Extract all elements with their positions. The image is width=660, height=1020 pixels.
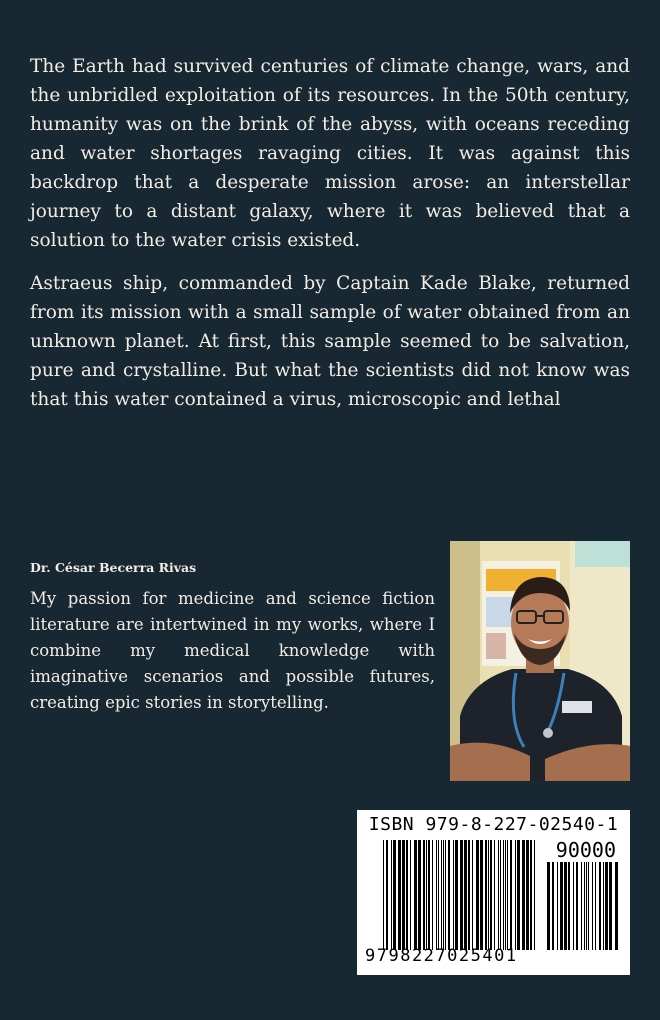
isbn-barcode: [357, 810, 630, 975]
back-cover-blurb: [30, 52, 630, 428]
isbn-label: ISBN 979-8-227-02540-1: [368, 814, 619, 835]
author-name: Dr. César Becerra Rivas: [30, 560, 197, 575]
ean-number: 9798227025401: [365, 946, 518, 966]
price-code: 90000: [555, 838, 616, 862]
author-photo: [450, 541, 630, 781]
blurb-paragraph-1: The Earth had survived centuries of climate change, wars, and the unbridled exploitation of its resources. In the 50th century, humanity was on the brink of the abyss, with oceans receding and water shortages ravaging cities. It was against this backdrop that a desperate mission arose: an interstellar journey to a distant galaxy, where it was believed that a solution to the water crisis existed.: [30, 56, 630, 251]
blurb-paragraph-2: Astraeus ship, commanded by Captain Kade Blake, returned from its mission with a small sample of water obtained from an unknown planet. At first, this sample seemed to be salvation, pure and crystalline. But what the scientists did not know was that this water contained a virus, microscopic and lethal: [30, 273, 630, 410]
author-bio: My passion for medicine and science fiction literature are intertwined in my works, where I combine my medical knowledge with imaginative scenarios and possible futures, creating epic stories in storytelling.: [30, 589, 435, 712]
